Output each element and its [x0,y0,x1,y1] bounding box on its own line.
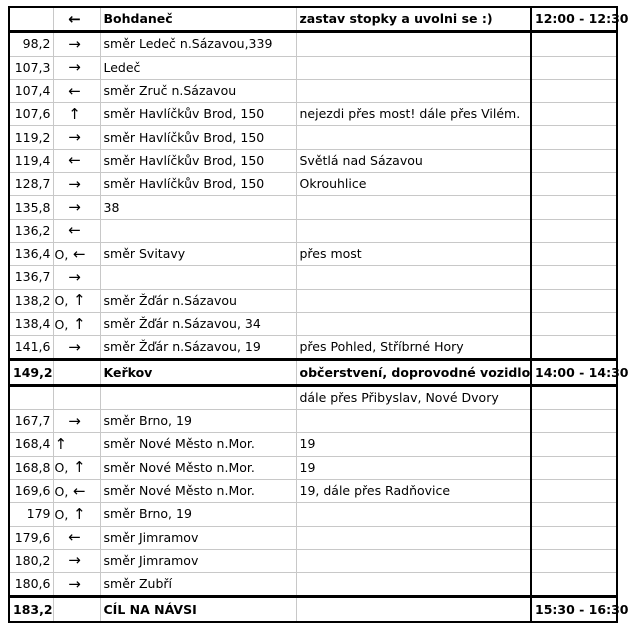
row-direction [53,456,100,479]
route-row [9,336,617,360]
row-description: Keřkov [100,360,296,385]
row-note: 19 [296,456,531,479]
row-note: Světlá nad Sázavou [296,149,531,172]
row-description: směr Zubří [100,573,296,597]
row-km: 179,6 [9,526,53,549]
row-km: 107,6 [9,103,53,126]
row-time [531,289,617,312]
row-time [531,196,617,219]
row-direction [53,526,100,549]
direction-arrow-icon: ↑ [73,458,86,477]
roundabout-prefix: O, [54,293,69,309]
row-direction [53,549,100,572]
row-direction [53,103,100,126]
row-description: směr Žďár n.Sázavou [100,289,296,312]
direction-arrow-icon: → [68,58,81,77]
row-time [531,79,617,102]
route-row [9,103,617,126]
row-time [531,433,617,456]
row-note: nejezdi přes most! dále přes Vilém. [296,103,531,126]
direction-arrow-icon: ↑ [54,434,68,453]
row-km [9,385,53,409]
row-note [296,79,531,102]
row-time [531,312,617,335]
row-note [296,410,531,433]
row-km: 138,2 [9,289,53,312]
direction-arrow-icon: ← [73,244,86,263]
row-note [296,597,531,622]
row-km: 183,2 [9,597,53,622]
row-note: 19 [296,433,531,456]
row-direction [53,173,100,196]
row-description: směr Zruč n.Sázavou [100,79,296,102]
route-row [9,126,617,149]
row-note: Okrouhlice [296,173,531,196]
row-time: 14:00 - 14:30 [531,360,617,385]
row-note [296,56,531,79]
row-direction [53,289,100,312]
row-note [296,219,531,242]
row-description: CÍL NA NÁVSI [100,597,296,622]
row-km: 128,7 [9,173,53,196]
row-note: dále přes Přibyslav, Nové Dvory [296,385,531,409]
route-row [9,456,617,479]
row-note: přes Pohled, Stříbrné Hory [296,336,531,360]
row-km: 119,2 [9,126,53,149]
direction-arrow-icon: → [68,174,81,193]
row-time [531,410,617,433]
row-direction [53,196,100,219]
route-row [9,360,617,385]
route-row [9,385,617,409]
row-note: občerstvení, doprovodné vozidlo [296,360,531,385]
row-direction [53,360,100,385]
direction-arrow-icon: → [68,551,81,570]
direction-arrow-icon: ↑ [68,104,81,123]
row-note [296,126,531,149]
row-time [531,32,617,56]
row-description: směr Nové Město n.Mor. [100,456,296,479]
route-table-body [9,7,628,622]
row-direction [53,336,100,360]
row-km: 107,4 [9,79,53,102]
direction-arrow-icon: → [68,574,81,593]
row-direction [53,503,100,526]
direction-arrow-icon: ← [68,151,81,170]
row-time [531,479,617,502]
row-description: směr Nové Město n.Mor. [100,479,296,502]
row-direction [53,7,100,32]
row-km: 169,6 [9,479,53,502]
row-km: 136,2 [9,219,53,242]
direction-arrow-icon: → [68,128,81,147]
row-direction [53,219,100,242]
row-time [531,266,617,289]
row-km: 138,4 [9,312,53,335]
row-km: 180,6 [9,573,53,597]
row-description: Ledeč [100,56,296,79]
row-description: směr Havlíčkův Brod, 150 [100,126,296,149]
row-description: směr Žďár n.Sázavou, 19 [100,336,296,360]
row-description: Bohdaneč [100,7,296,32]
row-km: 141,6 [9,336,53,360]
route-row [9,597,617,622]
row-direction [53,56,100,79]
row-km: 136,4 [9,242,53,265]
route-row [9,526,617,549]
row-time [531,336,617,360]
direction-arrow-icon: ← [68,9,81,28]
row-direction [53,410,100,433]
roundabout-prefix: O, [54,246,69,262]
route-row [9,503,617,526]
row-description [100,219,296,242]
row-km: 167,7 [9,410,53,433]
row-time [531,503,617,526]
row-description: směr Ledeč n.Sázavou,339 [100,32,296,56]
row-km: 149,2 [9,360,53,385]
row-description: směr Brno, 19 [100,410,296,433]
roundabout-prefix: O, [54,506,69,522]
direction-arrow-icon: ↑ [73,314,86,333]
row-description [100,266,296,289]
row-direction [53,79,100,102]
row-note [296,503,531,526]
direction-arrow-icon: → [68,411,81,430]
route-row [9,56,617,79]
row-time: 12:00 - 12:30 [531,7,617,32]
row-note [296,549,531,572]
route-row [9,32,617,56]
row-time [531,526,617,549]
row-km: 136,7 [9,266,53,289]
direction-arrow-icon: → [68,34,81,53]
row-time [531,385,617,409]
row-note [296,289,531,312]
row-description: směr Havlíčkův Brod, 150 [100,103,296,126]
row-time [531,126,617,149]
route-table [8,6,628,623]
row-time: 15:30 - 16:30 [531,597,617,622]
row-description: směr Jimramov [100,526,296,549]
direction-arrow-icon: ↑ [73,291,86,310]
row-note: 19, dále přes Radňovice [296,479,531,502]
row-description: směr Svitavy [100,242,296,265]
row-km: 179 [9,503,53,526]
roundabout-prefix: O, [54,460,69,476]
row-direction [53,385,100,409]
row-direction [53,597,100,622]
row-direction [53,479,100,502]
row-time [531,173,617,196]
row-direction [53,573,100,597]
direction-arrow-icon: → [68,337,81,356]
route-row [9,7,617,32]
row-km: 119,4 [9,149,53,172]
row-note [296,266,531,289]
route-row [9,312,617,335]
direction-arrow-icon: → [68,198,81,217]
route-row [9,410,617,433]
row-km: 168,8 [9,456,53,479]
row-description: směr Nové Město n.Mor. [100,433,296,456]
row-km: 98,2 [9,32,53,56]
route-row [9,196,617,219]
row-direction [53,242,100,265]
row-time [531,242,617,265]
row-time [531,56,617,79]
direction-arrow-icon: ← [68,221,81,240]
route-row [9,433,617,456]
direction-arrow-icon: ← [68,81,81,100]
row-note [296,196,531,219]
row-time [531,149,617,172]
direction-arrow-icon: ← [73,481,86,500]
route-row [9,289,617,312]
row-description [100,385,296,409]
row-direction [53,32,100,56]
row-time [531,219,617,242]
row-description: směr Jimramov [100,549,296,572]
route-row [9,173,617,196]
route-row [9,549,617,572]
row-description: směr Brno, 19 [100,503,296,526]
row-km: 168,4 [9,433,53,456]
row-direction [53,312,100,335]
row-note [296,526,531,549]
row-description: směr Havlíčkův Brod, 150 [100,149,296,172]
row-time [531,573,617,597]
row-note [296,312,531,335]
row-note: přes most [296,242,531,265]
row-time [531,549,617,572]
roundabout-prefix: O, [54,483,69,499]
route-row [9,479,617,502]
row-km [9,7,53,32]
row-direction [53,149,100,172]
row-km: 135,8 [9,196,53,219]
row-time [531,103,617,126]
row-km: 180,2 [9,549,53,572]
row-time [531,456,617,479]
route-row [9,149,617,172]
route-row [9,79,617,102]
direction-arrow-icon: ← [68,528,81,547]
direction-arrow-icon: ↑ [73,504,86,523]
row-note [296,573,531,597]
route-sheet [8,6,628,623]
row-direction [53,126,100,149]
row-direction [53,266,100,289]
row-km: 107,3 [9,56,53,79]
route-row [9,219,617,242]
route-row [9,573,617,597]
row-note: zastav stopky a uvolni se :) [296,7,531,32]
roundabout-prefix: O, [54,316,69,332]
row-description: směr Žďár n.Sázavou, 34 [100,312,296,335]
row-description: 38 [100,196,296,219]
row-direction [53,433,100,456]
direction-arrow-icon: → [68,267,81,286]
row-note [296,32,531,56]
route-row [9,266,617,289]
row-description: směr Havlíčkův Brod, 150 [100,173,296,196]
route-row [9,242,617,265]
